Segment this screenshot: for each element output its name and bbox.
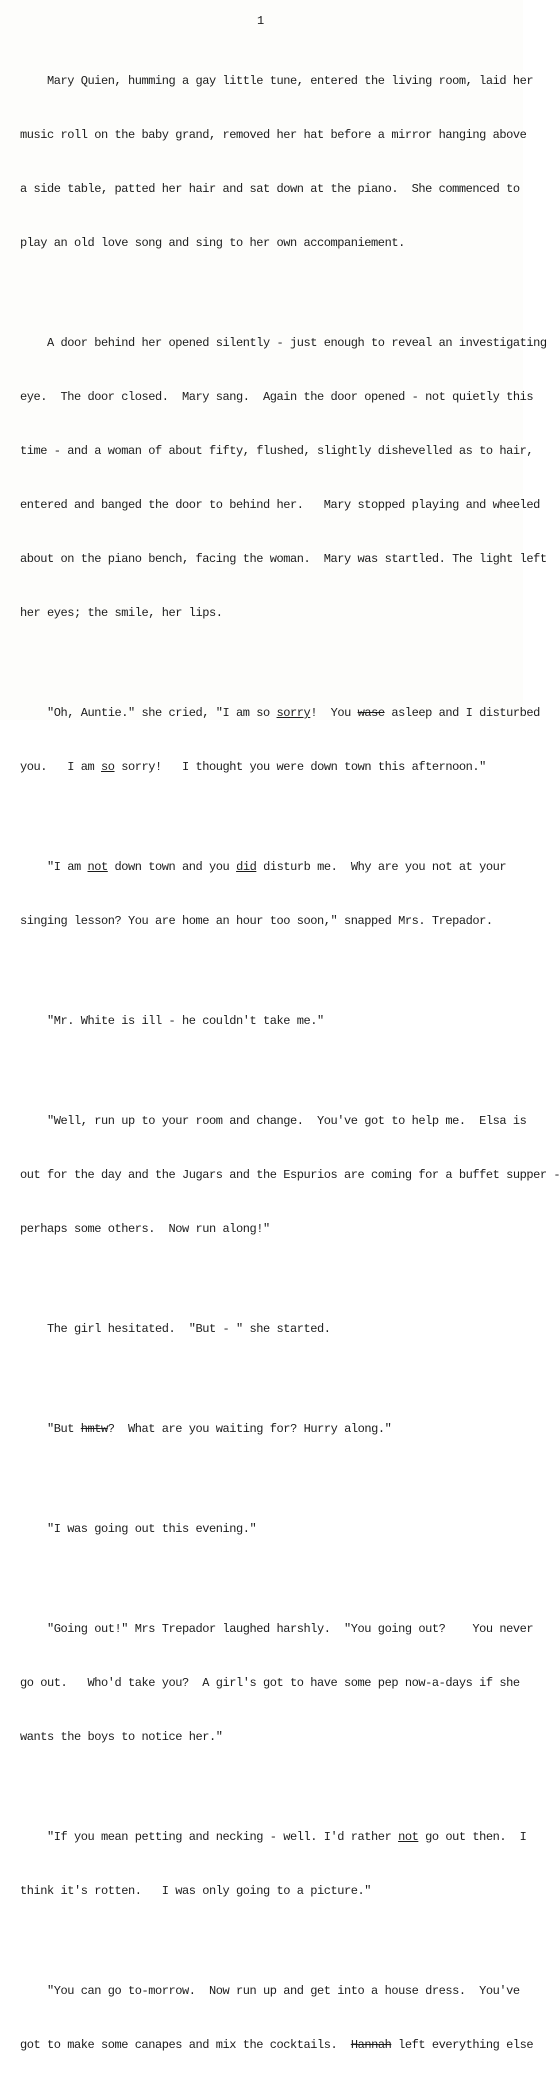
text-line [20, 758, 520, 776]
text-line: about on the piano bench, facing the woman. Mary was startled. The light left [20, 552, 547, 566]
text-run: sorry! I thought you were down town this afternoon." [114, 760, 486, 774]
page-number: 1 [257, 14, 264, 28]
text-line: The girl hesitated. "But - " she started. [20, 1322, 331, 1336]
text-line: think it's rotten. I was only going to a picture." [20, 1884, 372, 1898]
text-line: her eyes; the smile, her lips. [20, 606, 223, 620]
text-line [20, 1828, 527, 1846]
paragraph [20, 1484, 520, 1574]
text-line: singing lesson? You are home an hour too soon," snapped Mrs. Trepador. [20, 914, 493, 928]
text-run: ? What are you waiting for? Hurry along." [107, 1422, 392, 1436]
text-line: time - and a woman of about fifty, flushed, slightly dishevelled as to hair, [20, 444, 534, 458]
text-line: eye. The door closed. Mary sang. Again the door opened - not quietly this [20, 390, 534, 404]
underlined-word: not [87, 860, 108, 874]
struck-word: hmtw [80, 1422, 108, 1436]
text-line: out for the day and the Jugars and the Espurios are coming for a buffet supper - [20, 1168, 560, 1182]
text-run: "But [20, 1422, 81, 1436]
text-run: "I am [20, 860, 88, 874]
text-run: go out then. I [418, 1830, 527, 1844]
paragraph [20, 1946, 534, 2090]
text-line: "Well, run up to your room and change. You've got to help me. Elsa is [20, 1114, 527, 1128]
text-run: down town and you [107, 860, 237, 874]
paragraph [20, 668, 540, 812]
text-line: entered and banged the door to behind her. Mary stopped playing and wheeled [20, 498, 540, 512]
paragraph [20, 36, 534, 288]
text-run: left everything else [391, 2038, 534, 2052]
text-run: got to make some canapes and mix the cocktails. [20, 2038, 351, 2052]
text-line: a side table, patted her hair and sat down at the piano. She commenced to [20, 182, 520, 196]
text-line [20, 2036, 534, 2054]
text-line [20, 858, 520, 876]
text-line: perhaps some others. Now run along!" [20, 1222, 270, 1236]
text-run: "If you mean petting and necking - well. I'd rather [20, 1830, 399, 1844]
text-line: "Going out!" Mrs Trepador laughed harshly. "You going out? You never [20, 1622, 534, 1636]
paragraph [20, 1584, 534, 1782]
struck-word: wase [357, 706, 385, 720]
text-run: disturb me. Why are you not at your [256, 860, 507, 874]
document-body [20, 36, 560, 2090]
text-run: asleep and I disturbed [384, 706, 540, 720]
underlined-word: so [101, 760, 115, 774]
underlined-word: sorry [276, 706, 311, 720]
text-line: "You can go to-morrow. Now run up and get into a house dress. You've [20, 1984, 520, 1998]
text-line [20, 1420, 520, 1438]
paragraph [20, 976, 520, 1066]
text-line: play an old love song and sing to her own accompaniement. [20, 236, 405, 250]
text-run: you. I am [20, 760, 102, 774]
text-run: "Oh, Auntie." she cried, "I am so [20, 706, 277, 720]
paragraph [20, 298, 547, 658]
text-line: Mary Quien, humming a gay little tune, entered the living room, laid her [20, 74, 534, 88]
text-run: ! You [310, 706, 358, 720]
paragraph [20, 1792, 527, 1936]
text-line: A door behind her opened silently - just enough to reveal an investigating [20, 336, 547, 350]
text-line: "Mr. White is ill - he couldn't take me." [20, 1014, 324, 1028]
paragraph [20, 1284, 520, 1374]
paragraph [20, 822, 520, 966]
text-line [20, 704, 540, 722]
paragraph [20, 1384, 520, 1474]
underlined-word: not [398, 1830, 419, 1844]
text-line: wants the boys to notice her." [20, 1730, 223, 1744]
paragraph [20, 1076, 560, 1274]
struck-word: Hannah [350, 2038, 392, 2052]
text-line: go out. Who'd take you? A girl's got to have some pep now-a-days if she [20, 1676, 520, 1690]
text-line: "I was going out this evening." [20, 1522, 257, 1536]
underlined-word: did [236, 860, 257, 874]
text-line: music roll on the baby grand, removed her hat before a mirror hanging above [20, 128, 527, 142]
